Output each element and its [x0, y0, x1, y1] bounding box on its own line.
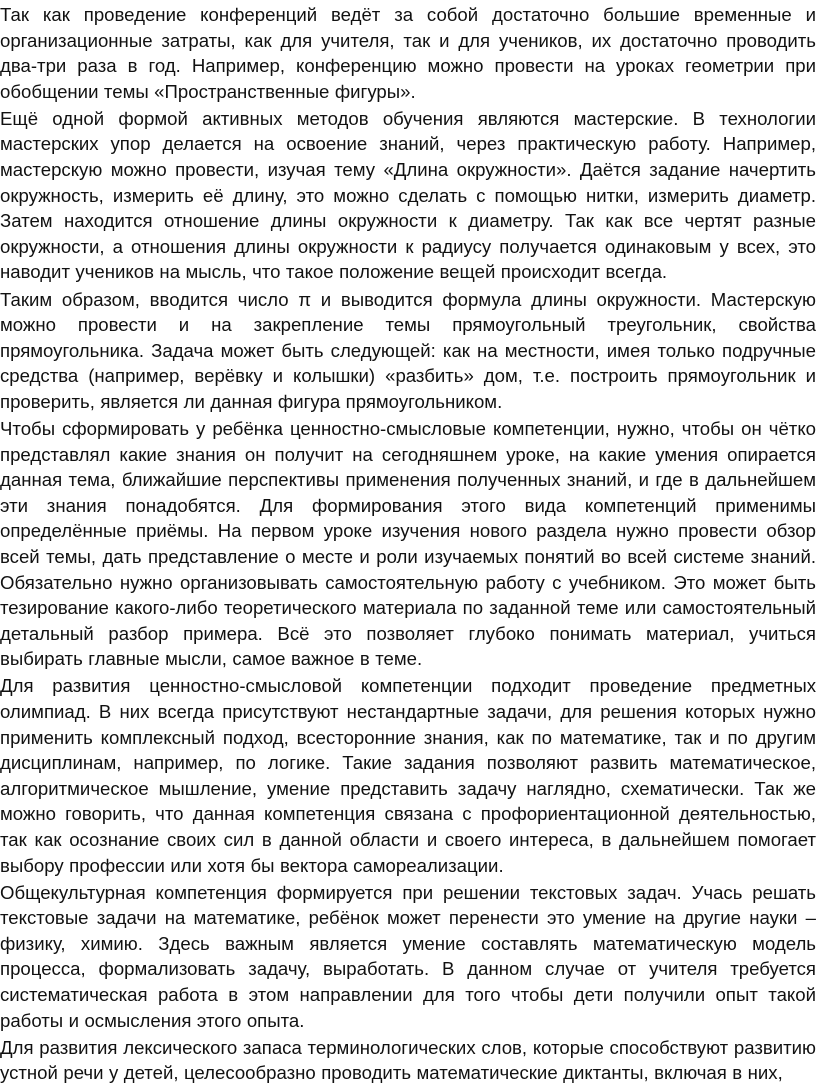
paragraph-value-competencies: Чтобы сформировать у ребёнка ценностно-смысловые компетенции, нужно, чтобы он чётко представлял какие знания он получит на сегодняшнем уроке, на какие умения опирается данная тема, ближайшие перспективы применения полученных знаний, и где в дальнейшем эти знания понадобятся. Для формирования этого вида компетенций применимы определённые приёмы. На первом уроке изучения нового раздела нужно провести обзор всей темы, дать представление о месте и роли изучаемых понятий во всей системе знаний. Обязательно нужно организовывать самостоятельную работу с учебником. Это может быть тезирование какого-либо теоретического материала по заданной теме или самостоятельный детальный разбор примера. Всё это позволяет глубоко понимать материал, учиться выбирать главные мысли, самое важное в теме. [0, 418, 816, 670]
paragraph-lexical-vocabulary: Для развития лексического запаса терминологических слов, которые способствуют развитию устной речи у детей, целесообразно проводить математические диктанты, включая в них, [0, 1036, 816, 1084]
paragraph-general-cultural-competence: Общекультурная компетенция формируется при решении текстовых задач. Учась решать текстовые задачи на математике, ребёнок может перенести это умение на другие науки – физику, химию. Здесь важным является умение составлять математическую модель процесса, формализовать задачу, выработать. В данном случае от учителя требуется систематическая работа в этом направлении для того чтобы дети получили опыт такой работы и осмысления этого опыта. [0, 881, 816, 1031]
paragraph-conferences: Так как проведение конференций ведёт за собой достаточно большие временные и организационные затраты, как для учителя, так и для учеников, их достаточно проводить два-три раза в год. Например, конференцию можно провести на уроках геометрии при обобщении темы «Пространственные фигуры». [0, 4, 816, 102]
paragraph-olympiads: Для развития ценностно-смысловой компетенции подходит проведение предметных олимпиад. В них всегда присутствуют нестандартные задачи, для решения которых нужно применить комплексный подход, всесторонние знания, как по математике, так и по другим дисциплинам, например, по логике. Такие задания позволяют развить математическое, алгоритмическое мышление, умение представить задачу наглядно, схематически. Так же можно говорить, что данная компетенция связана с профориентационной деятельностью, так как осознание своих сил в данной области и своего интереса, в дальнейшем помогает выбору профессии или хотя бы вектора самореализации. [0, 675, 816, 876]
paragraph-workshops: Ещё одной формой активных методов обучения являются мастерские. В технологии мастерских упор делается на освоение знаний, через практическую работу. Например, мастерскую можно провести, изучая тему «Длина окружности». Даётся задание начертить окружность, измерить её длину, это можно сделать с помощью нитки, измерить диаметр. Затем находится отношение длины окружности к диаметру. Так как все чертят разные окружности, а отношения длины окружности к радиусу получается одинаковым у всех, это наводит учеников на мысль, что такое положение вещей происходит всегда. [0, 107, 816, 283]
paragraph-pi-formula: Таким образом, вводится число π и выводится формула длины окружности. Мастерскую можно провести и на закрепление темы прямоугольный треугольник, свойства прямоугольника. Задача может быть следующей: как на местности, имея только подручные средства (например, верёвку и колышки) «разбить» дом, т.е. построить прямоугольник и проверить, является ли данная фигура прямоугольником. [0, 288, 816, 412]
